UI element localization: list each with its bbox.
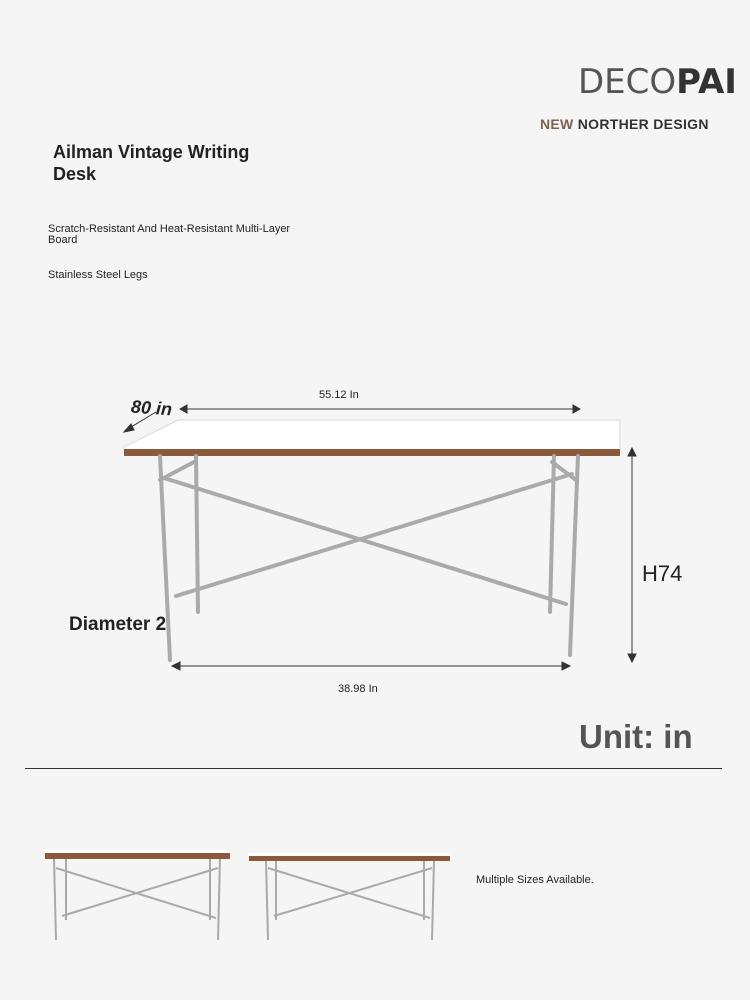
thumbnail-desk-2	[249, 853, 450, 940]
sizes-note: Multiple Sizes Available.	[476, 874, 594, 886]
height-label: H74	[642, 561, 683, 586]
desk-legs	[160, 456, 578, 660]
feature-legs: Stainless Steel Legs	[48, 269, 148, 281]
section-divider	[25, 768, 722, 769]
logo-pai: PAI	[676, 62, 737, 102]
unit-label: Unit: in	[579, 718, 693, 755]
thumbnail-desk-1	[45, 850, 230, 940]
leg-diameter-label: Diameter 2	[69, 614, 167, 635]
tagline-rest: NORTHER DESIGN	[577, 116, 709, 132]
product-title: Ailman Vintage Writing Desk	[53, 142, 250, 184]
bottom-length-label: 38.98 In	[338, 683, 378, 695]
top-length-label: 55.12 In	[319, 389, 359, 401]
feature-board: Scratch-Resistant And Heat-Resistant Multi-Layer Board	[48, 223, 291, 246]
logo-deco: DECO	[578, 62, 677, 102]
desk-top-surface	[124, 420, 620, 450]
desk-top-edge	[124, 449, 620, 456]
depth-label: 80 in	[130, 396, 173, 420]
tagline-new: NEW	[540, 116, 574, 132]
